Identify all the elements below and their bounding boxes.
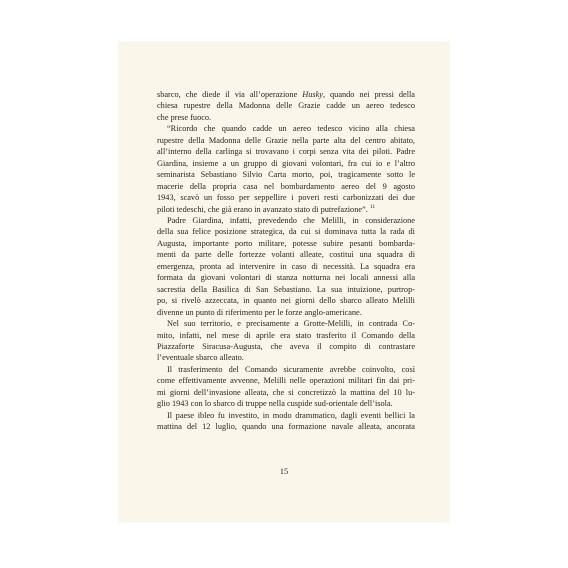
line-text: , quando nei pressi della: [322, 90, 415, 99]
line-text: che prese fuoco.: [157, 112, 212, 122]
line-text: Il paese ibleo fu investito, in modo drammatico, dagli eventi bellici la: [167, 410, 415, 420]
paragraph: [157, 364, 415, 410]
text-line: [157, 307, 415, 318]
text-line: [157, 215, 415, 226]
line-text: Nel suo territorio, e precisamente a Grotte-Melilli, in contrada Co-: [167, 319, 415, 329]
line-text: 1943, scavò un fosso per seppellire i poveri resti carbonizzati dei due: [157, 193, 415, 203]
line-text: Il trasferimento del Comando sicuramente avrebbe coinvolto, così: [167, 364, 415, 374]
text-line: [157, 421, 415, 432]
text-line: [157, 89, 415, 100]
line-text: glio 1943 con lo sbarco di truppe nella cuspide sud-orientale dell’isola.: [157, 399, 393, 409]
line-text: mito, infatti, nel mese di aprile era stato trasferito il Comando della: [157, 330, 415, 340]
line-text: Augusta, importante porto militare, potesse subire pesanti bombarda-: [157, 238, 415, 248]
line-text: Padre Giardina, infatti, prevedendo che Melilli, in considerazione: [167, 215, 415, 225]
text-line: [157, 238, 415, 249]
book-page: [119, 42, 449, 522]
line-text: po, si rivelò azzeccata, in quanto nei giorni dello sbarco alleato Melilli: [157, 296, 415, 306]
text-line: [157, 318, 415, 329]
line-text: divenne un punto di riferimento per le forze anglo-americane.: [157, 307, 362, 317]
line-text: chiesa rupestre della Madonna delle Grazie cadde un aereo tedesco: [157, 101, 415, 111]
body-text: [157, 89, 415, 433]
paragraph: [157, 89, 415, 123]
line-text: macerie della propria casa nel bombardamento aereo del 9 agosto: [157, 181, 415, 191]
paragraph: [157, 215, 415, 318]
line-text: l’eventuale sbarco alleato.: [157, 353, 244, 363]
text-line: [157, 123, 415, 134]
line-text: all’interno della carlinga si trovavano i corpi senza vita dei piloti. Padre: [157, 147, 415, 157]
text-line: [157, 364, 415, 375]
text-line: [157, 192, 415, 203]
text-line: [157, 226, 415, 237]
line-text: seminarista Sebastiano Silvio Carta morto, poi, tragicamente sotto le: [157, 170, 415, 180]
text-line: [157, 146, 415, 157]
text-line: [157, 100, 415, 111]
text-line: [157, 135, 415, 146]
line-text: piloti tedeschi, che già erano in avanzato stato di putrefazione”.: [157, 204, 370, 214]
paragraph: [157, 410, 415, 433]
footnote-reference: 11: [369, 203, 376, 210]
line-text: mi giorni dell’invasione alleata, che si concretizzò la mattina del 10 lu-: [157, 387, 415, 397]
line-text: formata da giovani volontari di stanza notturna nei locali annessi alla: [157, 273, 415, 283]
italic-text: Husky: [302, 90, 323, 99]
line-text: rupestre della Madonna delle Grazie nella parte alta del centro abitato,: [157, 135, 415, 145]
line-text: della sua felice posizione strategica, da cui si dominava tutta la rada di: [157, 227, 415, 237]
paragraph: [157, 123, 415, 215]
text-line: [157, 249, 415, 260]
line-text: come effettivamente avvenne, Melilli nelle operazioni militari fin dai pri-: [157, 376, 415, 386]
text-line: [157, 261, 415, 272]
text-line: [157, 352, 415, 363]
line-text: menti da parte delle fortezze volanti alleate, costituì una squadra di: [157, 250, 415, 260]
text-line: [157, 341, 415, 352]
line-text: “Ricordo che quando cadde un aereo tedesco vicino alla chiesa: [167, 124, 415, 134]
text-line: [157, 112, 415, 123]
text-line: [157, 387, 415, 398]
line-text: emergenza, pronta ad intervenire in caso di necessità. La squadra era: [157, 261, 415, 271]
text-line: [157, 158, 415, 169]
line-text: Piazzaforte Siracusa-Augusta, che aveva il compito di contrastare: [157, 341, 415, 351]
text-line: [157, 375, 415, 386]
text-line: [157, 398, 415, 409]
line-text: mattina del 12 luglio, quando una formazione navale alleata, ancorata: [157, 422, 415, 432]
text-line: [157, 295, 415, 306]
line-text: sacrestia della Basilica di San Sebastiano. La sua intuizione, purtrop-: [157, 284, 415, 294]
line-text: sbarco, che diede il via all’operazione: [157, 90, 303, 99]
text-line: [157, 284, 415, 295]
text-line: [157, 204, 415, 215]
line-text: Giardina, insieme a un gruppo di giovani volontari, fra cui io e l’altro: [157, 158, 415, 168]
text-line: [157, 169, 415, 180]
text-line: [157, 330, 415, 341]
text-line: [157, 181, 415, 192]
paragraph: [157, 318, 415, 364]
page-number: 15: [279, 467, 289, 476]
text-line: [157, 272, 415, 283]
text-line: [157, 410, 415, 421]
